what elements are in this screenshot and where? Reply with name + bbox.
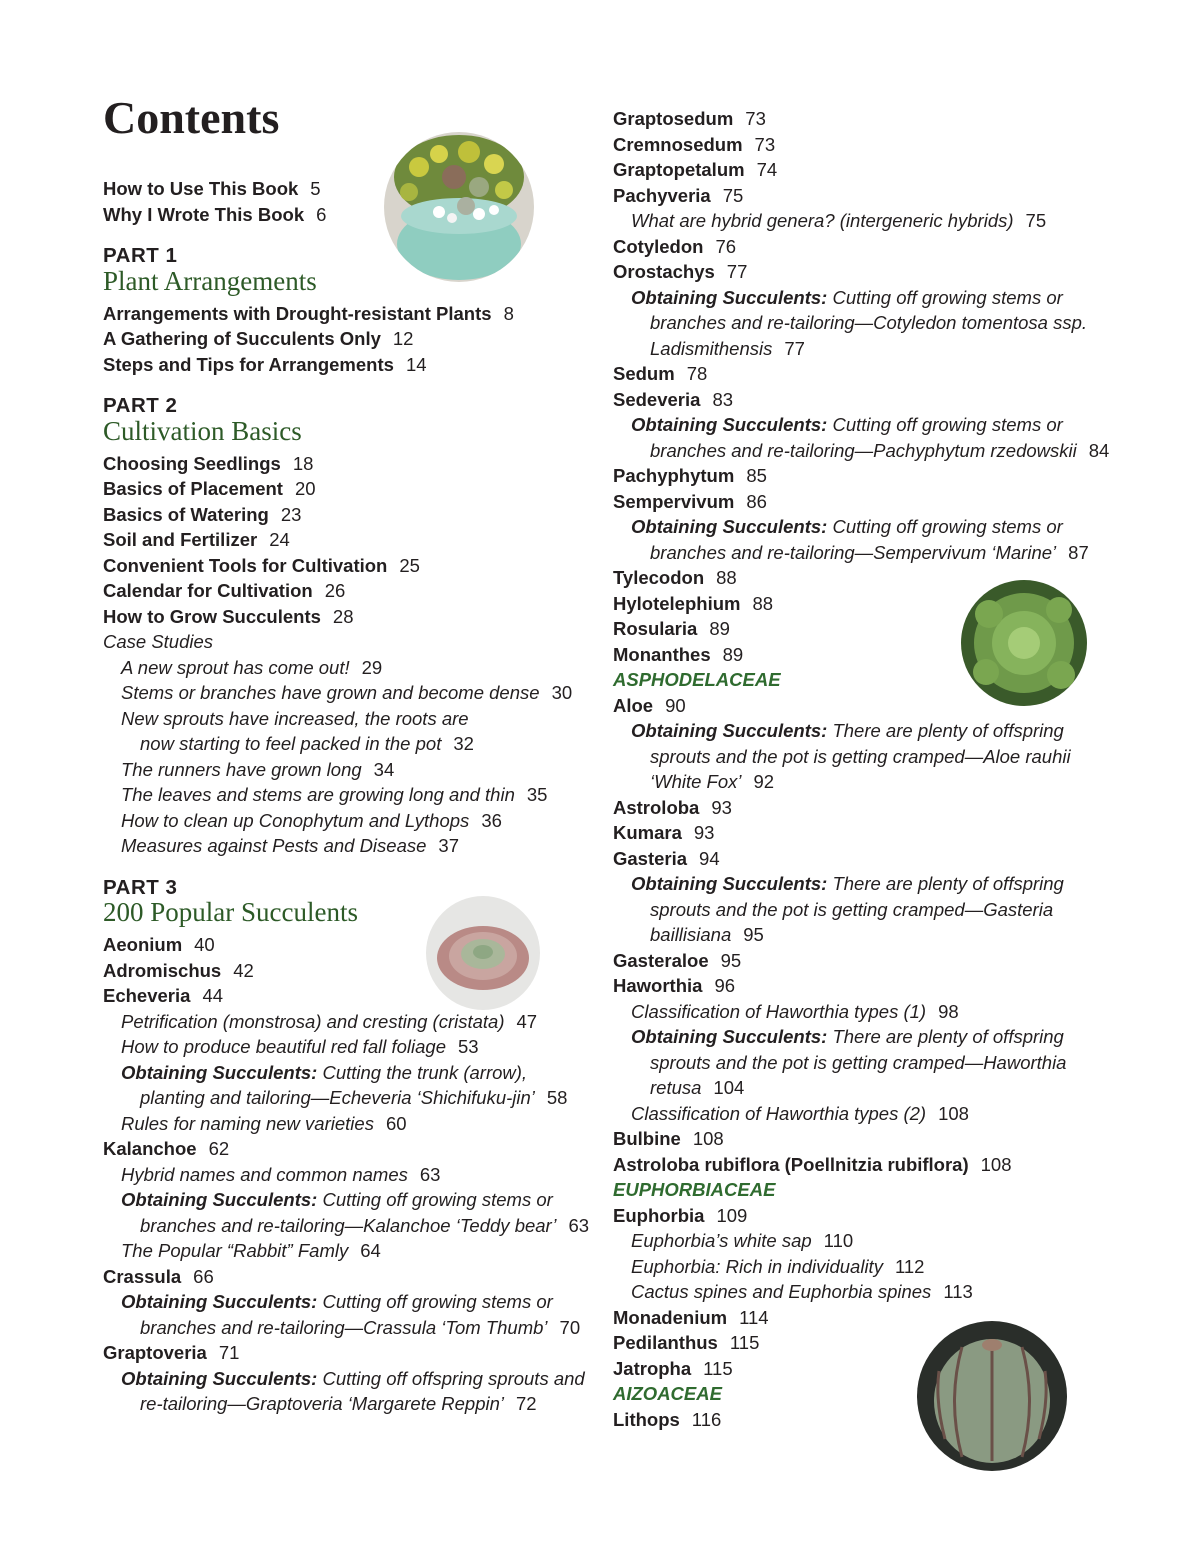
toc-entry-label: Calendar for Cultivation (103, 580, 313, 601)
toc-family-label: EUPHORBIACEAE (613, 1179, 776, 1200)
toc-sub-label: A new sprout has come out! (121, 656, 350, 678)
page-number: 90 (665, 694, 686, 716)
page-number: 75 (722, 184, 744, 206)
toc-obt-label: Cutting off growing stems or (832, 286, 1063, 308)
toc-entry-row (613, 846, 720, 871)
toc-entry-label: Gasteria (613, 847, 688, 869)
toc-sub-label: Hybrid names and common names (121, 1163, 408, 1185)
toc-family-row (613, 1381, 722, 1406)
toc-sub-label: Classification of Haworthia types (2) (631, 1102, 927, 1124)
obtaining-lead: Obtaining Succulents: (631, 720, 828, 741)
toc-entry-label: Aeonium (103, 934, 183, 955)
toc-part-row (103, 875, 177, 900)
toc-obt-row (631, 718, 1064, 743)
toc-entry-label: Monanthes (613, 643, 711, 665)
toc-entry-row (613, 1203, 747, 1228)
toc-sub-row (631, 1279, 973, 1304)
toc-entry-label: Pachyveria (613, 184, 711, 206)
toc-entry-label: Pedilanthus (613, 1332, 718, 1353)
page-number: 84 (1088, 439, 1110, 461)
toc-entry-row (103, 202, 326, 227)
toc-entry-row (103, 352, 427, 377)
toc-part-label: PART 2 (103, 394, 178, 417)
page-number: 76 (715, 235, 737, 257)
toc-sub-label: The leaves and stems are growing long and thin (121, 784, 515, 805)
page-number: 30 (551, 682, 573, 703)
toc-entry-label: Kumara (613, 822, 682, 843)
page-number: 96 (714, 975, 736, 996)
toc-entry-row (613, 489, 767, 514)
page-number: 73 (754, 133, 776, 155)
toc-sub2-row (140, 1085, 567, 1110)
toc-obt-label: There are plenty of offspring (832, 1026, 1064, 1047)
toc-sub2-label: now starting to feel packed in the pot (140, 733, 442, 754)
toc-sub2-row (650, 897, 1053, 922)
toc-sub-row (631, 1254, 924, 1279)
toc-entry-row (103, 932, 215, 957)
toc-sub-label: New sprouts have increased, the roots are (121, 707, 469, 729)
page-number: 92 (753, 771, 775, 792)
toc-entry-label: Choosing Seedlings (103, 452, 281, 474)
toc-sub2-row (140, 1315, 580, 1340)
obtaining-lead: Obtaining Succulents: (121, 1291, 318, 1312)
toc-sub2-row (650, 540, 1089, 565)
toc-sub-label: How to clean up Conophytum and Lythops (121, 809, 470, 831)
toc-section-row (103, 415, 302, 446)
toc-entry-label: Haworthia (613, 975, 703, 996)
toc-entry-row (103, 604, 354, 629)
toc-sub-row (631, 1101, 969, 1126)
page-number: 110 (823, 1230, 854, 1251)
toc-obt-label: Cutting off growing stems or (832, 414, 1063, 435)
toc-entry-row (613, 693, 686, 718)
toc-sub2-row (650, 769, 774, 794)
toc-section-row (103, 265, 317, 296)
toc-entry-label: Kalanchoe (103, 1138, 197, 1159)
page-number: 47 (516, 1010, 538, 1032)
toc-obt-label: Cutting off offspring sprouts and (322, 1367, 585, 1389)
page-number: 98 (938, 1000, 959, 1022)
toc-sub-label: Cactus spines and Euphorbia spines (631, 1281, 932, 1302)
page-number: 34 (373, 758, 395, 780)
toc-family-label: ASPHODELACEAE (613, 669, 781, 690)
toc-sub2-row (650, 1050, 1066, 1075)
page-number: 115 (729, 1332, 760, 1353)
toc-section-label: Plant Arrangements (103, 265, 317, 296)
obtaining-lead: Obtaining Succulents: (121, 1061, 318, 1083)
page-number: 29 (361, 656, 383, 678)
toc-entry-label: Soil and Fertilizer (103, 529, 258, 550)
page-number: 108 (980, 1153, 1012, 1175)
page-number: 86 (746, 490, 767, 512)
toc-entry-row (613, 387, 733, 412)
toc-sub2-label: sprouts and the pot is getting cramped—Haworthia (650, 1051, 1067, 1073)
toc-sub2-row (650, 744, 1071, 769)
page-number: 58 (546, 1087, 568, 1108)
toc-entry-row (103, 983, 223, 1008)
toc-entry-row (613, 361, 707, 386)
toc-entry-label: Hylotelephium (613, 592, 741, 614)
page-number: 113 (943, 1281, 973, 1302)
toc-sub-row (121, 1162, 440, 1187)
page-number: 75 (1025, 210, 1047, 231)
toc-obt-row (631, 1024, 1064, 1049)
page-number: 116 (691, 1408, 722, 1430)
page-number: 77 (726, 261, 748, 282)
page-number: 53 (457, 1036, 479, 1057)
page-number: 85 (746, 465, 767, 486)
toc-entry-label: Graptosedum (613, 108, 734, 129)
toc-family-label: AIZOACEAE (613, 1383, 722, 1404)
page-number: 87 (1068, 541, 1089, 563)
page-title: Contents (103, 92, 280, 143)
toc-part-row (103, 393, 177, 418)
toc-entry-row (103, 1264, 214, 1289)
toc-entry-row (103, 476, 316, 501)
page-number: 23 (280, 503, 302, 525)
toc-sub2-row (140, 1391, 537, 1416)
toc-obt-row (631, 871, 1064, 896)
echeveria-photo (426, 896, 540, 1010)
arrangement-photo (384, 132, 534, 282)
page-number: 115 (703, 1357, 733, 1379)
toc-obt-row (121, 1289, 553, 1314)
toc-entry-label: Rosularia (613, 618, 698, 639)
toc-sub2-row (650, 922, 764, 947)
page-number: 12 (392, 328, 414, 349)
toc-entry-row (613, 234, 736, 259)
page-number: 95 (720, 949, 742, 971)
toc-sub2-label: branches and re-tailoring—Crassula ‘Tom Thumb’ (140, 1316, 548, 1338)
toc-entry-row (613, 795, 732, 820)
toc-entry-label: Cotyledon (613, 235, 704, 257)
toc-sub2-label: retusa (650, 1077, 702, 1098)
toc-sub-row (631, 1228, 853, 1253)
page-number: 89 (722, 643, 744, 665)
toc-sub-row (121, 808, 502, 833)
toc-entry-label: How to Grow Succulents (103, 605, 321, 627)
toc-sub2-label: re-tailoring—Graptoveria ‘Margarete Reppin’ (140, 1393, 504, 1414)
toc-case-row (103, 629, 213, 654)
toc-entry-row (613, 820, 714, 845)
toc-entry-label: Astroloba rubiflora (Poellnitzia rubiflora) (613, 1153, 969, 1175)
toc-entry-row (613, 463, 767, 488)
toc-entry-row (103, 1340, 239, 1365)
sempervivum-photo (961, 580, 1087, 706)
toc-sub-row (631, 999, 959, 1024)
page-number: 88 (752, 592, 774, 614)
page-number: 44 (202, 985, 224, 1006)
toc-entry-label: Why I Wrote This Book (103, 203, 305, 225)
toc-obt-label: Cutting off growing stems or (832, 516, 1063, 537)
page-number: 104 (713, 1077, 745, 1098)
obtaining-lead: Obtaining Succulents: (121, 1367, 318, 1389)
toc-entry-label: Echeveria (103, 985, 191, 1006)
toc-sub-label: The Popular “Rabbit” Famly (121, 1240, 349, 1261)
obtaining-lead: Obtaining Succulents: (631, 286, 828, 308)
toc-obt-row (631, 412, 1063, 437)
toc-entry-label: Graptopetalum (613, 159, 745, 180)
obtaining-lead: Obtaining Succulents: (631, 873, 828, 894)
toc-sub2-row (650, 438, 1109, 463)
toc-sub-label: Stems or branches have grown and become dense (121, 682, 540, 703)
toc-entry-row (613, 157, 777, 182)
toc-sub-row (631, 208, 1046, 233)
toc-entry-row (613, 565, 737, 590)
toc-entry-row (103, 176, 321, 201)
page-number: 32 (453, 733, 474, 754)
toc-section-label: 200 Popular Succulents (103, 897, 358, 927)
toc-sub-label: Classification of Haworthia types (1) (631, 1000, 927, 1022)
toc-sub2-label: branches and re-tailoring—Cotyledon tomentosa ssp. (650, 312, 1088, 333)
toc-entry-row (103, 1136, 229, 1161)
toc-entry-label: Sempervivum (613, 490, 735, 512)
toc-entry-row (613, 1407, 721, 1432)
toc-entry-row (103, 578, 345, 603)
toc-sub2-label: branches and re-tailoring—Kalanchoe ‘Teddy bear’ (140, 1214, 557, 1236)
toc-entry-label: Astroloba (613, 796, 700, 818)
toc-entry-label: How to Use This Book (103, 178, 299, 199)
page-number: 62 (208, 1138, 230, 1159)
toc-entry-row (613, 1126, 724, 1151)
toc-sub-row (121, 1034, 479, 1059)
toc-sub-row (121, 833, 459, 858)
page-number: 73 (745, 108, 766, 129)
toc-sub2-label: branches and re-tailoring—Pachyphytum rzedowskii (650, 439, 1077, 461)
toc-entry-label: Convenient Tools for Cultivation (103, 554, 388, 576)
toc-obt-row (121, 1187, 553, 1212)
toc-family-row (613, 1177, 775, 1202)
page-number: 109 (716, 1204, 748, 1226)
toc-obt-row (631, 285, 1063, 310)
toc-sub-label: Euphorbia’s white sap (631, 1230, 812, 1251)
page-number: 74 (756, 159, 778, 180)
page-number: 8 (503, 302, 514, 324)
toc-sub-label: The runners have grown long (121, 758, 362, 780)
toc-entry-label: Arrangements with Drought-resistant Plants (103, 302, 492, 324)
toc-case-label: Case Studies (103, 631, 214, 652)
page-number: 71 (218, 1342, 240, 1363)
toc-obt-label: Cutting off growing stems or (322, 1189, 553, 1210)
page-number: 64 (360, 1240, 381, 1261)
toc-obt-label: There are plenty of offspring (832, 720, 1064, 741)
page-number: 78 (686, 363, 708, 384)
page-number: 25 (399, 554, 420, 576)
page-number: 26 (324, 580, 346, 601)
page-number: 60 (385, 1112, 407, 1134)
toc-entry-row (613, 259, 747, 284)
toc-part-label: PART 3 (103, 875, 178, 899)
toc-sub-row (121, 655, 382, 680)
toc-entry-row (103, 958, 254, 983)
toc-entry-row (613, 948, 741, 973)
toc-entry-label: Basics of Placement (103, 478, 283, 499)
toc-sub-row (121, 782, 547, 807)
toc-part-row (103, 243, 177, 268)
toc-obt-row (121, 1060, 527, 1085)
page-number: 37 (438, 835, 459, 856)
toc-sub2-row (650, 1075, 744, 1100)
toc-sub-label: Rules for naming new varieties (121, 1112, 374, 1134)
toc-entry-row (103, 326, 413, 351)
toc-entry-label: Pachyphytum (613, 465, 735, 486)
page-number: 93 (693, 822, 715, 843)
toc-entry-label: Adromischus (103, 959, 222, 981)
page-number: 63 (568, 1214, 590, 1236)
page-number: 94 (699, 847, 720, 869)
page-number: 114 (739, 1306, 769, 1328)
page-number: 5 (310, 178, 321, 199)
toc-sub-row (121, 1238, 381, 1263)
toc-sub2-label: sprouts and the pot is getting cramped—Aloe rauhii (650, 745, 1071, 767)
page-number: 36 (481, 809, 502, 831)
toc-obt-label: Cutting the trunk (arrow), (322, 1061, 528, 1083)
toc-entry-row (613, 616, 730, 641)
toc-obt-label: Cutting off growing stems or (322, 1291, 553, 1312)
toc-section-row (103, 897, 358, 927)
toc-entry-row (613, 591, 773, 616)
toc-sub2-label: branches and re-tailoring—Sempervivum ‘Marine’ (650, 541, 1057, 563)
toc-entry-row (613, 106, 766, 131)
page-number: 108 (692, 1128, 724, 1149)
obtaining-lead: Obtaining Succulents: (121, 1189, 318, 1210)
toc-part-label: PART 1 (103, 244, 178, 267)
page-number: 108 (938, 1102, 969, 1124)
toc-sub-label: What are hybrid genera? (intergeneric hybrids) (631, 210, 1014, 231)
page-number: 89 (709, 618, 730, 639)
obtaining-lead: Obtaining Succulents: (631, 414, 828, 435)
toc-sub2-label: Ladismithensis (650, 337, 773, 359)
toc-entry-label: Bulbine (613, 1128, 681, 1149)
page-number: 18 (292, 452, 314, 474)
toc-entry-label: Sedum (613, 363, 675, 384)
page-number: 35 (526, 784, 548, 805)
toc-section-label: Cultivation Basics (103, 415, 302, 446)
toc-sub-row (121, 706, 469, 731)
toc-entry-row (613, 1356, 733, 1381)
toc-entry-row (613, 973, 735, 998)
page-number: 72 (516, 1393, 537, 1414)
toc-obt-row (121, 1366, 585, 1391)
toc-entry-row (103, 451, 313, 476)
toc-entry-label: Jatropha (613, 1357, 692, 1379)
toc-sub-label: How to produce beautiful red fall foliage (121, 1036, 446, 1057)
page-number: 93 (711, 796, 732, 818)
page-number: 20 (294, 478, 316, 499)
toc-sub-row (121, 680, 572, 705)
obtaining-lead: Obtaining Succulents: (631, 516, 828, 537)
page-number: 14 (405, 353, 427, 375)
toc-sub-label: Petrification (monstrosa) and cresting (cristata) (121, 1010, 505, 1032)
toc-obt-row (631, 514, 1063, 539)
toc-sub2-row (650, 336, 805, 361)
toc-entry-row (103, 502, 301, 527)
toc-sub2-row (650, 310, 1087, 335)
toc-entry-label: Crassula (103, 1265, 182, 1287)
page-number: 24 (269, 529, 290, 550)
toc-sub-row (121, 1111, 407, 1136)
toc-sub-row (121, 1009, 537, 1034)
toc-entry-label: Graptoveria (103, 1342, 207, 1363)
toc-entry-label: A Gathering of Succulents Only (103, 328, 381, 349)
page-number: 6 (316, 203, 327, 225)
toc-sub-label: Measures against Pests and Disease (121, 835, 427, 856)
page-number: 95 (743, 924, 764, 945)
toc-sub-label: Euphorbia: Rich in individuality (631, 1255, 883, 1277)
page-number: 66 (193, 1265, 214, 1287)
toc-entry-label: Cremnosedum (613, 133, 743, 155)
toc-sub-row (121, 757, 394, 782)
toc-entry-label: Tylecodon (613, 567, 705, 588)
page-number: 112 (894, 1255, 925, 1277)
page-number: 77 (784, 337, 805, 359)
toc-sub2-label: ‘White Fox’ (650, 771, 742, 792)
toc-entry-row (103, 301, 514, 326)
toc-entry-row (613, 642, 743, 667)
page-number: 70 (559, 1316, 581, 1338)
toc-entry-row (613, 1305, 769, 1330)
page-number: 83 (712, 388, 734, 410)
toc-entry-label: Steps and Tips for Arrangements (103, 353, 394, 375)
obtaining-lead: Obtaining Succulents: (631, 1026, 828, 1047)
toc-entry-label: Gasteraloe (613, 949, 709, 971)
toc-entry-row (613, 1152, 1012, 1177)
page-number: 63 (419, 1163, 441, 1185)
toc-entry-label: Sedeveria (613, 388, 701, 410)
page-number: 40 (194, 934, 215, 955)
toc-entry-label: Basics of Watering (103, 503, 269, 525)
page-number: 88 (716, 567, 737, 588)
toc-sub2-label: sprouts and the pot is getting cramped—Gasteria (650, 898, 1054, 920)
page-number: 28 (332, 605, 354, 627)
toc-entry-label: Euphorbia (613, 1204, 705, 1226)
toc-entry-row (103, 527, 290, 552)
toc-entry-label: Monadenium (613, 1306, 728, 1328)
toc-entry-label: Lithops (613, 1408, 680, 1430)
page-number: 42 (233, 959, 254, 981)
toc-entry-label: Orostachys (613, 261, 715, 282)
toc-entry-row (103, 553, 420, 578)
toc-entry-label: Aloe (613, 694, 654, 716)
toc-entry-row (613, 132, 775, 157)
toc-entry-row (613, 183, 743, 208)
euphorbia-photo (917, 1321, 1067, 1471)
toc-sub2-row (140, 731, 474, 756)
toc-entry-row (613, 1330, 759, 1355)
toc-family-row (613, 667, 781, 692)
toc-sub2-label: planting and tailoring—Echeveria ‘Shichifuku-jin’ (140, 1087, 535, 1108)
toc-sub2-row (140, 1213, 589, 1238)
toc-sub2-label: baillisiana (650, 924, 732, 945)
toc-obt-label: There are plenty of offspring (832, 873, 1064, 894)
